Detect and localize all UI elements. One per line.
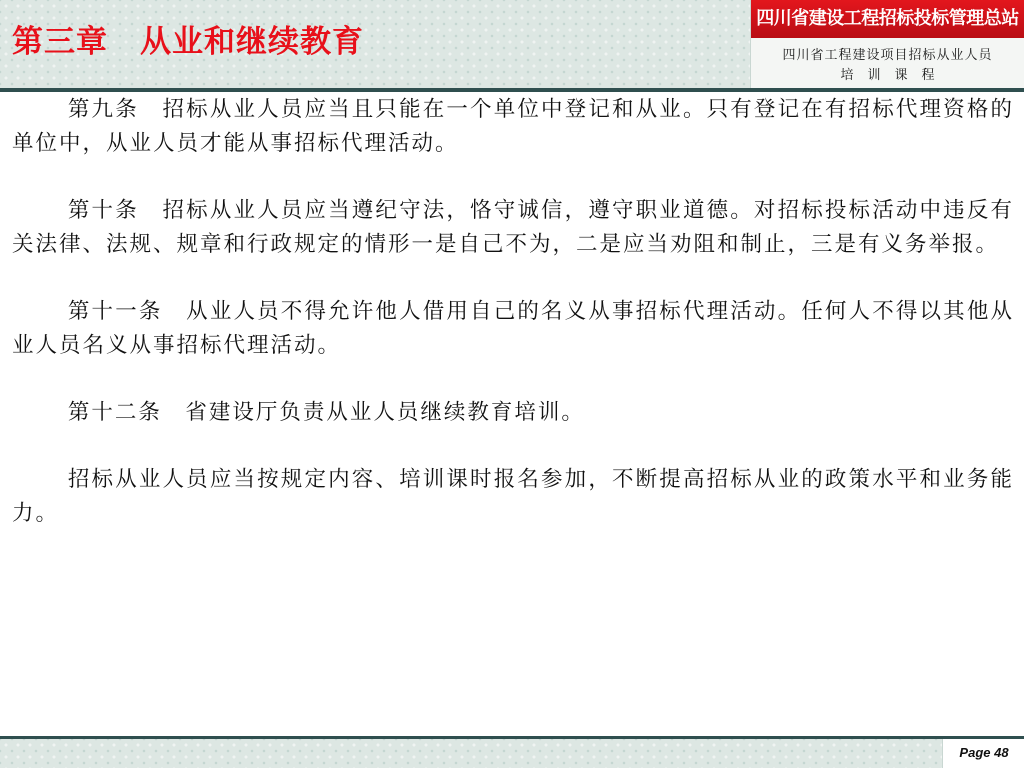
article-9-paragraph: 第九条 招标从业人员应当且只能在一个单位中登记和从业。只有登记在有招标代理资格的单位中，从业人员才能从事招标代理活动。 xyxy=(12,97,1014,156)
training-note-paragraph: 招标从业人员应当按规定内容、培训课时报名参加，不断提高招标从业的政策水平和业务能力。 xyxy=(12,467,1014,526)
header-divider xyxy=(0,88,1024,92)
article-10-paragraph: 第十条 招标从业人员应当遵纪守法，恪守诚信，遵守职业道德。对招标投标活动中违反有关法律、法规、规章和行政规定的情形一是自己不为，二是应当劝阻和制止，三是有义务举报。 xyxy=(12,198,1014,257)
slide-footer xyxy=(0,739,1024,768)
page-number: Page 48 xyxy=(942,739,1024,768)
article-11-paragraph: 第十一条 从业人员不得允许他人借用自己的名义从事招标代理活动。任何人不得以其他从业人员名义从事招标代理活动。 xyxy=(12,299,1014,358)
slide-title: 第三章 从业和继续教育 xyxy=(12,24,364,60)
slide-body xyxy=(12,93,1014,531)
course-name: 四川省工程建设项目招标从业人员 xyxy=(782,48,993,63)
org-brand-box xyxy=(751,0,1024,88)
org-name-banner: 四川省建设工程招标投标管理总站 xyxy=(751,0,1024,38)
article-12-paragraph: 第十二条 省建设厅负责从业人员继续教育培训。 xyxy=(67,400,585,425)
course-subtitle: 培训课程 xyxy=(840,68,949,83)
